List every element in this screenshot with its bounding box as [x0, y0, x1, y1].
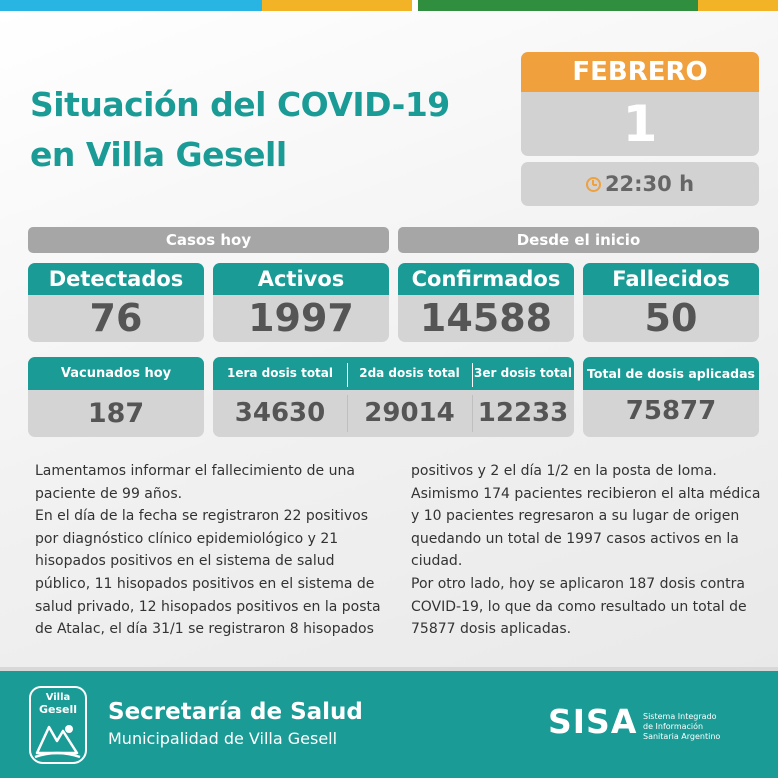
top-bar-blue	[0, 0, 262, 11]
dose-value-separator-2	[472, 395, 473, 432]
title-line-2: en Villa Gesell	[30, 135, 287, 174]
card-activos-label: Activos	[213, 263, 389, 295]
vacunados-hoy-value: 187	[28, 390, 204, 437]
dose-2-value: 29014	[364, 398, 455, 428]
dose-3-value: 12233	[477, 398, 569, 428]
card-confirmados-label: Confirmados	[398, 263, 574, 295]
doses-values	[213, 390, 574, 437]
total-dosis-label: Total de dosis aplicadas	[583, 357, 759, 390]
month-label: FEBRERO	[521, 52, 759, 92]
villa-gesell-logo	[29, 686, 87, 764]
section-casos-hoy: Casos hoy	[28, 227, 389, 253]
sisa-logo: SISA	[548, 702, 638, 741]
day-number: 1	[521, 92, 759, 156]
card-detectados-value: 76	[28, 295, 204, 342]
card-confirmados-value: 14588	[398, 295, 574, 342]
card-detectados-label: Detectados	[28, 263, 204, 295]
report-column-2: positivos y 2 el día 1/2 en la posta de Ioma. Asimismo 174 pacientes recibieron el alta médica y 10 pacientes regresaron a su lugar de origen quedando un total de 1997 casos activos en la ciudad. Por otro lado, hoy se aplicaron 187 dosis contra COVID-19, lo que da como resultado un total de 75877 dosis aplicadas.	[411, 463, 761, 638]
report-column-1: Lamentamos informar el fallecimiento de una paciente de 99 años. En el día de la fecha se registraron 22 positivos por diagnóstico clínico epidemiológico y 21 hisopados positivos en el sistema de salud público, 11 hisopados positivos en el sistema de salud privado, 12 hisopados positivos en la posta de Atalac, el día 31/1 se registraron 8 hisopados	[35, 463, 381, 638]
secretaria-subtitle: Municipalidad de Villa Gesell	[108, 729, 338, 748]
dose-1-value: 34630	[234, 398, 326, 428]
vacunados-hoy-label: Vacunados hoy	[28, 357, 204, 390]
time-box	[521, 162, 759, 206]
doses-header	[213, 357, 574, 390]
dose-1-label: 1era dosis total	[226, 366, 334, 380]
dose-value-separator-1	[347, 395, 348, 432]
logo-text-villa: Villa	[45, 692, 71, 703]
top-bar-yellow-right	[698, 0, 778, 11]
card-activos-value: 1997	[213, 295, 389, 342]
secretaria-title: Secretaría de Salud	[108, 699, 363, 725]
dose-separator-2	[472, 363, 473, 387]
sisa-description: Sistema Integrado de Información Sanitaria Argentino	[643, 712, 721, 741]
dose-3-label: 3er dosis total	[474, 366, 572, 380]
logo-text-gesell: Gesell	[38, 703, 78, 716]
total-dosis-value: 75877	[583, 390, 759, 437]
top-bar-green	[418, 0, 698, 11]
page-title	[30, 80, 500, 180]
title-line-1: Situación del COVID-19	[30, 85, 450, 124]
time-label: 22:30 h	[604, 172, 695, 196]
logo-landscape-icon	[31, 717, 84, 761]
top-bar-yellow	[262, 0, 412, 11]
dose-2-label: 2da dosis total	[359, 366, 460, 380]
section-desde-inicio: Desde el inicio	[398, 227, 759, 253]
dose-separator-1	[347, 363, 348, 387]
card-fallecidos-label: Fallecidos	[583, 263, 759, 295]
card-fallecidos-value: 50	[583, 295, 759, 342]
clock-icon	[586, 177, 601, 192]
